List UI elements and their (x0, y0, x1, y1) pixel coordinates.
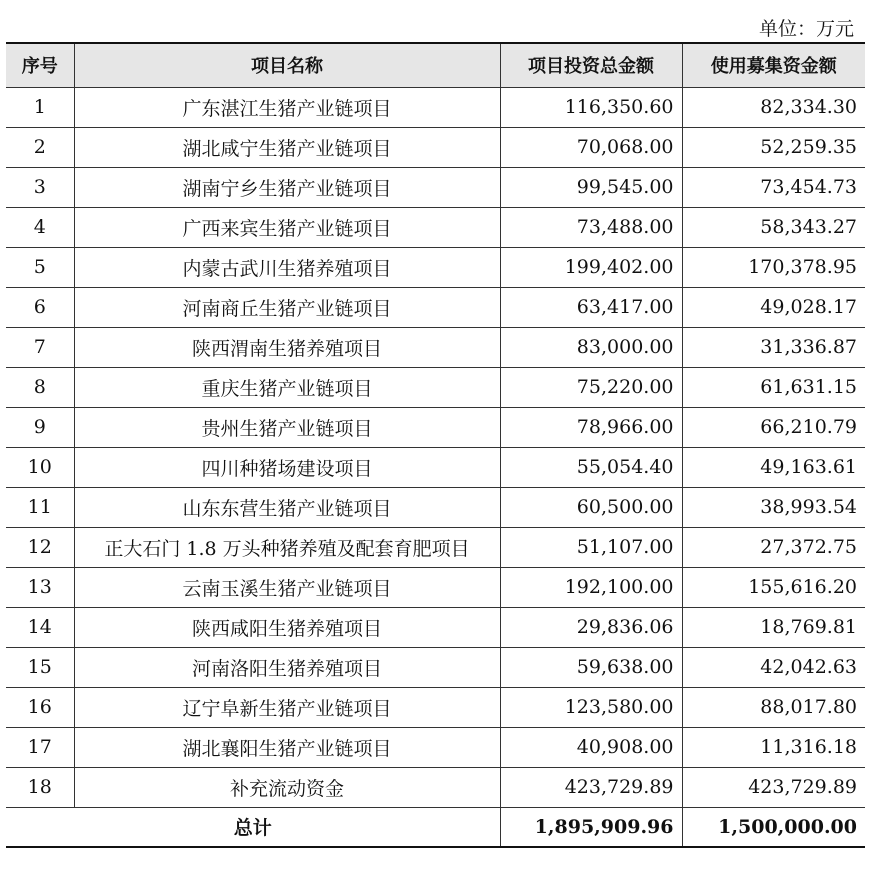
row-number: 16 (6, 687, 74, 727)
project-name: 湖南宁乡生猪产业链项目 (74, 167, 500, 207)
row-number: 3 (6, 167, 74, 207)
total-investment: 73,488.00 (500, 207, 682, 247)
row-number: 14 (6, 607, 74, 647)
total-investment: 29,836.06 (500, 607, 682, 647)
raised-funds: 52,259.35 (682, 127, 865, 167)
raised-funds: 88,017.80 (682, 687, 865, 727)
table-row (6, 367, 865, 407)
row-number: 5 (6, 247, 74, 287)
unit-label: 单位：万元 (758, 18, 854, 40)
raised-funds: 42,042.63 (682, 647, 865, 687)
total-investment: 55,054.40 (500, 447, 682, 487)
table-row (6, 727, 865, 767)
table-row (6, 767, 865, 807)
table-row (6, 327, 865, 367)
table-row (6, 567, 865, 607)
table-row (6, 407, 865, 447)
table-header-row (6, 43, 865, 87)
raised-funds: 38,993.54 (682, 487, 865, 527)
total-investment: 123,580.00 (500, 687, 682, 727)
investment-table (6, 42, 865, 848)
row-number: 13 (6, 567, 74, 607)
row-number: 12 (6, 527, 74, 567)
header-project-name: 项目名称 (74, 43, 500, 87)
project-name: 陕西渭南生猪养殖项目 (74, 327, 500, 367)
total-investment: 51,107.00 (500, 527, 682, 567)
raised-funds: 49,163.61 (682, 447, 865, 487)
table-row (6, 527, 865, 567)
header-no: 序号 (6, 43, 74, 87)
row-number: 1 (6, 87, 74, 127)
project-name: 广西来宾生猪产业链项目 (74, 207, 500, 247)
total-investment: 99,545.00 (500, 167, 682, 207)
row-number: 18 (6, 767, 74, 807)
total-row (6, 807, 865, 847)
total-investment: 40,908.00 (500, 727, 682, 767)
row-number: 10 (6, 447, 74, 487)
project-name: 内蒙古武川生猪养殖项目 (74, 247, 500, 287)
total-investment: 192,100.00 (500, 567, 682, 607)
raised-funds: 423,729.89 (682, 767, 865, 807)
total-investment: 116,350.60 (500, 87, 682, 127)
raised-funds: 155,616.20 (682, 567, 865, 607)
total-investment: 199,402.00 (500, 247, 682, 287)
raised-funds: 49,028.17 (682, 287, 865, 327)
table-row (6, 287, 865, 327)
table-row (6, 487, 865, 527)
project-name: 补充流动资金 (74, 767, 500, 807)
table-row (6, 647, 865, 687)
raised-funds: 170,378.95 (682, 247, 865, 287)
row-number: 7 (6, 327, 74, 367)
total-investment: 70,068.00 (500, 127, 682, 167)
total-label: 总计 (6, 807, 500, 847)
table-row (6, 87, 865, 127)
project-name: 湖北咸宁生猪产业链项目 (74, 127, 500, 167)
raised-funds: 82,334.30 (682, 87, 865, 127)
raised-funds: 73,454.73 (682, 167, 865, 207)
total-investment: 83,000.00 (500, 327, 682, 367)
table-row (6, 687, 865, 727)
project-name: 山东东营生猪产业链项目 (74, 487, 500, 527)
project-name: 陕西咸阳生猪养殖项目 (74, 607, 500, 647)
table-row (6, 607, 865, 647)
total-investment: 423,729.89 (500, 767, 682, 807)
project-name: 云南玉溪生猪产业链项目 (74, 567, 500, 607)
total-investment: 1,895,909.96 (500, 807, 682, 847)
raised-funds: 58,343.27 (682, 207, 865, 247)
table-row (6, 207, 865, 247)
table-row (6, 247, 865, 287)
raised-funds: 31,336.87 (682, 327, 865, 367)
project-name: 辽宁阜新生猪产业链项目 (74, 687, 500, 727)
raised-funds: 27,372.75 (682, 527, 865, 567)
project-name: 河南商丘生猪产业链项目 (74, 287, 500, 327)
row-number: 17 (6, 727, 74, 767)
row-number: 15 (6, 647, 74, 687)
table-row (6, 127, 865, 167)
total-investment: 78,966.00 (500, 407, 682, 447)
row-number: 8 (6, 367, 74, 407)
header-raised-funds: 使用募集资金额 (682, 43, 865, 87)
project-name: 河南洛阳生猪养殖项目 (74, 647, 500, 687)
raised-funds: 61,631.15 (682, 367, 865, 407)
raised-funds: 18,769.81 (682, 607, 865, 647)
project-name: 重庆生猪产业链项目 (74, 367, 500, 407)
row-number: 11 (6, 487, 74, 527)
row-number: 6 (6, 287, 74, 327)
raised-funds: 11,316.18 (682, 727, 865, 767)
project-name: 湖北襄阳生猪产业链项目 (74, 727, 500, 767)
row-number: 2 (6, 127, 74, 167)
total-raised-funds: 1,500,000.00 (682, 807, 865, 847)
total-investment: 75,220.00 (500, 367, 682, 407)
row-number: 9 (6, 407, 74, 447)
project-name: 四川种猪场建设项目 (74, 447, 500, 487)
project-name: 贵州生猪产业链项目 (74, 407, 500, 447)
table-row (6, 167, 865, 207)
raised-funds: 66,210.79 (682, 407, 865, 447)
total-investment: 60,500.00 (500, 487, 682, 527)
table-row (6, 447, 865, 487)
table-body (6, 87, 865, 847)
row-number: 4 (6, 207, 74, 247)
total-investment: 63,417.00 (500, 287, 682, 327)
project-name: 广东湛江生猪产业链项目 (74, 87, 500, 127)
project-name: 正大石门 1.8 万头种猪养殖及配套育肥项目 (74, 527, 500, 567)
total-investment: 59,638.00 (500, 647, 682, 687)
header-total-investment: 项目投资总金额 (500, 43, 682, 87)
